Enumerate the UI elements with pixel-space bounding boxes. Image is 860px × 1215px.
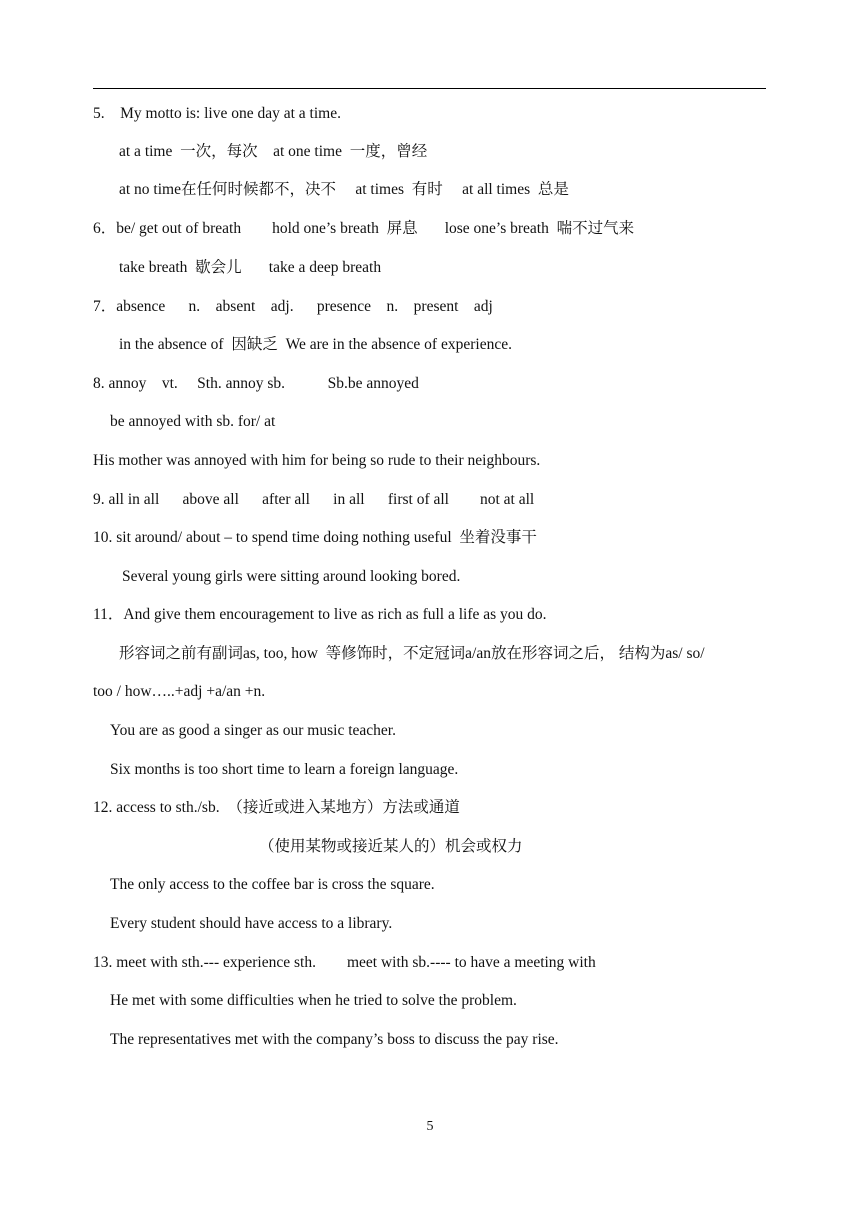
item-8-line-1: be annoyed with sb. for/ at	[110, 413, 276, 430]
item-11-note-1: 形容词之前有副词as, too, how 等修饰时，不定冠词a/an放在形容词之后， 结构为as/ so/	[119, 645, 705, 662]
item-12-example-1: The only access to the coffee bar is cross the square.	[110, 876, 435, 893]
item-10-example: Several young girls were sitting around looking bored.	[122, 568, 461, 585]
item-5-line-2: at no time在任何时候都不，决不 at times 有时 at all times 总是	[119, 181, 569, 198]
item-12-example-2: Every student should have access to a library.	[110, 915, 393, 932]
item-11-example-2: Six months is too short time to learn a foreign language.	[110, 761, 459, 778]
item-11-example-1: You are as good a singer as our music teacher.	[110, 722, 396, 739]
item-8-heading: 8. annoy vt. Sth. annoy sb. Sb.be annoyed	[93, 375, 419, 392]
page-number: 5	[426, 1119, 434, 1134]
item-9-heading: 9. all in all above all after all in all first of all not at all	[93, 491, 535, 508]
item-7-heading: 7．absence n. absent adj. presence n. present adj	[93, 298, 493, 315]
item-6-line-1: take breath 歇会儿 take a deep breath	[119, 259, 382, 276]
item-12-sense-2: （使用某物或接近某人的）机会或权力	[259, 838, 523, 855]
item-12-heading: 12. access to sth./sb. （接近或进入某地方）方法或通道	[93, 799, 460, 816]
item-8-example: His mother was annoyed with him for being so rude to their neighbours.	[93, 452, 541, 469]
header-rule	[93, 88, 766, 89]
item-11-note-2: too / how…..+adj +a/an +n.	[93, 683, 266, 700]
item-6-heading: 6．be/ get out of breath hold one’s breath 屏息 lose one’s breath 喘不过气来	[93, 220, 635, 237]
item-5-heading: 5. My motto is: live one day at a time.	[93, 105, 341, 122]
item-13-example-1: He met with some difficulties when he tried to solve the problem.	[110, 992, 517, 1009]
item-5-line-1: at a time 一次，每次 at one time 一度，曾经	[119, 143, 428, 160]
item-13-example-2: The representatives met with the company’s boss to discuss the pay rise.	[110, 1031, 559, 1048]
item-13-heading: 13. meet with sth.--- experience sth. meet with sb.---- to have a meeting with	[93, 954, 596, 971]
item-10-heading: 10. sit around/ about – to spend time doing nothing useful 坐着没事干	[93, 529, 537, 546]
item-11-heading: 11．And give them encouragement to live as rich as full a life as you do.	[93, 606, 547, 623]
item-7-line-1: in the absence of 因缺乏 We are in the absence of experience.	[119, 336, 512, 353]
